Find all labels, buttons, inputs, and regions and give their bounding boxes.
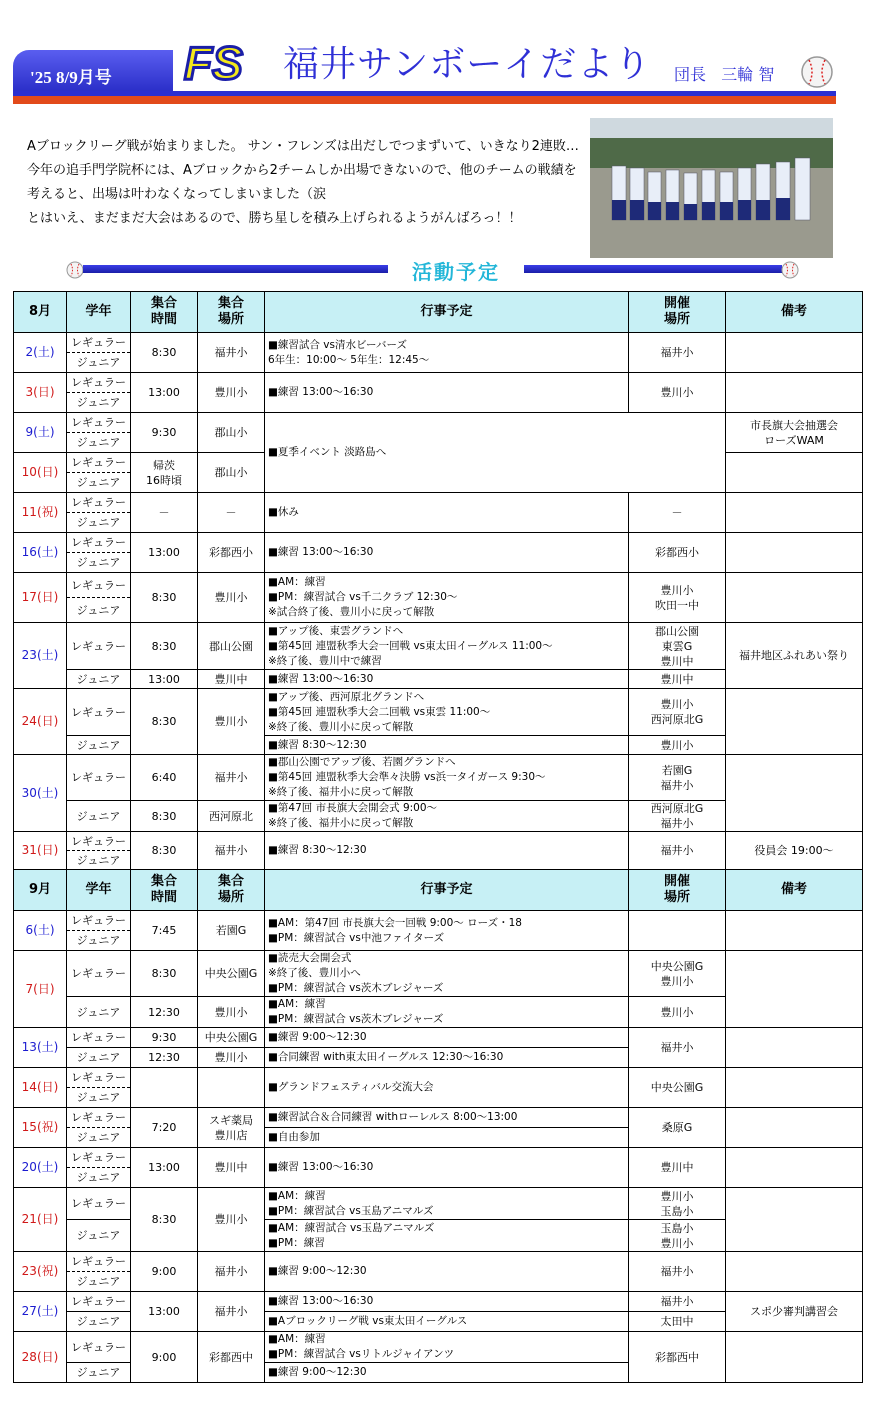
venue-cell: 豊川小	[629, 373, 726, 413]
col-place: 集合 場所	[198, 870, 265, 911]
grade-regular: レギュラー	[67, 689, 131, 736]
venue-cell: 豊川小	[629, 997, 726, 1028]
date-cell: 10(日)	[14, 453, 67, 493]
note-cell	[726, 755, 863, 832]
grade-regular: レギュラー	[67, 533, 131, 553]
grade-junior: ジュニア	[67, 931, 131, 951]
event-cell: ■休み	[265, 493, 629, 533]
place-cell: 豊川小	[198, 373, 265, 413]
note-cell	[726, 373, 863, 413]
grade-regular: レギュラー	[67, 453, 131, 473]
table-row	[14, 689, 863, 736]
place-cell: 豊川中	[198, 670, 265, 689]
date-cell: 23(土)	[14, 623, 67, 689]
table-row	[14, 1148, 863, 1168]
grade-junior: ジュニア	[67, 851, 131, 870]
grade-regular: レギュラー	[67, 623, 131, 670]
intro-line-3: 考えると、出場は叶わなくなってしまいました（涙	[27, 187, 327, 202]
place-cell: 福井小	[198, 755, 265, 801]
note-cell	[726, 1188, 863, 1252]
venue-cell: 彩都西中	[629, 1332, 726, 1383]
team-logo	[182, 35, 244, 87]
venue-cell: 玉島小 豊川小	[629, 1220, 726, 1252]
time-cell: 6:40	[131, 755, 198, 801]
place-cell: 郡山小	[198, 453, 265, 493]
event-cell: ■合同練習 with東太田イーグルス 12:30～16:30	[265, 1048, 629, 1068]
date-cell: 21(日)	[14, 1188, 67, 1252]
venue-cell: 桑原G	[629, 1108, 726, 1148]
venue-cell: 中央公園G	[629, 1068, 726, 1108]
col-note: 備考	[726, 870, 863, 911]
venue-cell: 豊川小 玉島小	[629, 1188, 726, 1220]
event-cell: ■練習 13:00～16:30	[265, 670, 629, 689]
month-label: 9月	[14, 870, 67, 911]
date-cell: 13(土)	[14, 1028, 67, 1068]
venue-cell: 中央公園G 豊川小	[629, 951, 726, 997]
venue-cell: 福井小	[629, 1028, 726, 1068]
grade-regular: レギュラー	[67, 951, 131, 997]
grade-regular: レギュラー	[67, 1332, 131, 1363]
place-cell: 彩都西中	[198, 1332, 265, 1383]
time-cell: －	[131, 493, 198, 533]
event-cell: ■第47回 市長旗大会開会式 9:00～ ※終了後、福井小に戻って解散	[265, 801, 629, 832]
time-cell: 13:00	[131, 1292, 198, 1332]
place-cell: 若園G	[198, 911, 265, 951]
table-row	[14, 533, 863, 553]
date-cell: 27(土)	[14, 1292, 67, 1332]
time-cell: 8:30	[131, 832, 198, 870]
event-cell: ■AM：練習試合 vs玉島アニマルズ ■PM：練習	[265, 1220, 629, 1252]
event-cell: ■夏季イベント 淡路島へ	[265, 413, 726, 493]
note-cell	[726, 1252, 863, 1292]
col-note: 備考	[726, 292, 863, 333]
issue-label: '25 8/9月号	[30, 68, 112, 87]
date-cell: 6(土)	[14, 911, 67, 951]
grade-regular: レギュラー	[67, 1148, 131, 1168]
time-cell: 13:00	[131, 373, 198, 413]
place-cell: 中央公園G	[198, 951, 265, 997]
place-cell: 豊川小	[198, 1048, 265, 1068]
date-cell: 17(日)	[14, 573, 67, 623]
venue-cell: 彩都西小	[629, 533, 726, 573]
header-row-september	[14, 870, 863, 911]
event-cell: ■練習 9:00～12:30	[265, 1363, 629, 1383]
team-photo	[590, 118, 833, 258]
grade-regular: レギュラー	[67, 755, 131, 801]
intro-line-2: 今年の追手門学院杯には、Aブロックから2チームしか出場できないので、他のチームの戦績を	[27, 163, 577, 178]
venue-cell: 豊川小	[629, 736, 726, 755]
time-cell: 13:00	[131, 533, 198, 573]
table-row	[14, 1068, 863, 1088]
place-cell: 郡山小	[198, 413, 265, 453]
place-cell: 郡山公園	[198, 623, 265, 670]
place-cell: 豊川中	[198, 1148, 265, 1188]
note-cell	[726, 493, 863, 533]
note-cell	[726, 533, 863, 573]
table-row	[14, 573, 863, 598]
grade-regular: レギュラー	[67, 1068, 131, 1088]
time-cell: 13:00	[131, 670, 198, 689]
note-cell	[726, 951, 863, 1028]
event-cell: ■練習 13:00～16:30	[265, 1148, 629, 1188]
col-venue: 開催 場所	[629, 870, 726, 911]
note-cell	[726, 911, 863, 951]
col-place: 集合 場所	[198, 292, 265, 333]
table-row	[14, 1108, 863, 1128]
place-cell: 豊川小	[198, 573, 265, 623]
venue-cell: 豊川小 吹田一中	[629, 573, 726, 623]
date-cell: 2(土)	[14, 333, 67, 373]
venue-cell: 福井小	[629, 832, 726, 870]
place-cell: －	[198, 493, 265, 533]
date-cell: 24(日)	[14, 689, 67, 755]
venue-cell: 太田中	[629, 1312, 726, 1332]
venue-cell	[629, 911, 726, 951]
col-time: 集合 時間	[131, 870, 198, 911]
time-cell: 7:20	[131, 1108, 198, 1148]
table-row	[14, 1188, 863, 1220]
leader-name: 三輪 智	[721, 65, 775, 84]
place-cell: 中央公園G	[198, 1028, 265, 1048]
time-cell: 9:30	[131, 413, 198, 453]
note-cell	[726, 1148, 863, 1188]
time-cell: 7:45	[131, 911, 198, 951]
time-cell: 12:30	[131, 997, 198, 1028]
event-cell: ■AM：第47回 市長旗大会一回戦 9:00～ ローズ・18 ■PM：練習試合 vs中池ファイターズ	[265, 911, 629, 951]
table-row	[14, 832, 863, 851]
venue-cell: 福井小	[629, 1252, 726, 1292]
col-event: 行事予定	[265, 870, 629, 911]
date-cell: 30(土)	[14, 755, 67, 832]
table-row	[14, 413, 863, 433]
time-cell: 9:30	[131, 1028, 198, 1048]
date-cell: 15(祝)	[14, 1108, 67, 1148]
time-cell: 12:30	[131, 1048, 198, 1068]
time-cell: 8:30	[131, 689, 198, 755]
note-cell: 福井地区ふれあい祭り	[726, 623, 863, 689]
event-cell: ■AM：練習 ■PM：練習試合 vs千二クラブ 12:30～ ※試合終了後、豊川小に戻って解散	[265, 573, 629, 623]
time-cell	[131, 1068, 198, 1108]
logo-text: FS	[184, 37, 243, 87]
baseball-icon	[66, 261, 84, 279]
table-row	[14, 911, 863, 931]
venue-cell: 福井小	[629, 333, 726, 373]
table-row	[14, 333, 863, 353]
grade-junior: ジュニア	[67, 1088, 131, 1108]
time-cell: 8:30	[131, 573, 198, 623]
newsletter-title: 福井サンボーイだより	[283, 44, 652, 85]
leader-label: 団長	[674, 65, 707, 84]
grade-regular: レギュラー	[67, 373, 131, 393]
note-cell	[726, 1108, 863, 1148]
grade-junior: ジュニア	[67, 393, 131, 413]
note-cell: スポ少審判講習会	[726, 1292, 863, 1332]
table-row	[14, 755, 863, 801]
grade-junior: ジュニア	[67, 1220, 131, 1252]
col-event: 行事予定	[265, 292, 629, 333]
grade-junior: ジュニア	[67, 353, 131, 373]
place-cell: 福井小	[198, 1292, 265, 1332]
place-cell: 福井小	[198, 333, 265, 373]
place-cell: 西河原北	[198, 801, 265, 832]
event-cell: ■グランドフェスティバル交流大会	[265, 1068, 629, 1108]
event-cell: ■練習 9:00～12:30	[265, 1028, 629, 1048]
col-time: 集合 時間	[131, 292, 198, 333]
place-cell: スギ薬局 豊川店	[198, 1108, 265, 1148]
grade-junior: ジュニア	[67, 1363, 131, 1383]
grade-regular: レギュラー	[67, 1292, 131, 1312]
grade-regular: レギュラー	[67, 1028, 131, 1048]
month-label: 8月	[14, 292, 67, 333]
grade-regular: レギュラー	[67, 1188, 131, 1220]
grade-regular: レギュラー	[67, 1108, 131, 1128]
place-cell: 彩都西小	[198, 533, 265, 573]
date-cell: 7(日)	[14, 951, 67, 1028]
event-cell: ■練習 8:30～12:30	[265, 736, 629, 755]
note-cell	[726, 1332, 863, 1383]
grade-junior: ジュニア	[67, 736, 131, 755]
date-cell: 28(日)	[14, 1332, 67, 1383]
place-cell: 豊川小	[198, 689, 265, 755]
note-cell	[726, 453, 863, 493]
grade-regular: レギュラー	[67, 911, 131, 931]
time-cell: 8:30	[131, 801, 198, 832]
date-cell: 14(日)	[14, 1068, 67, 1108]
table-row	[14, 493, 863, 513]
time-cell: 8:30	[131, 623, 198, 670]
grade-regular: レギュラー	[67, 493, 131, 513]
date-cell: 9(土)	[14, 413, 67, 453]
event-cell: ■練習 8:30～12:30	[265, 832, 629, 870]
table-row	[14, 1332, 863, 1363]
event-cell: ■練習 13:00～16:30	[265, 1292, 629, 1312]
table-row	[14, 373, 863, 393]
note-cell	[726, 1068, 863, 1108]
table-row	[14, 951, 863, 997]
event-cell: ■読売大会開会式 ※終了後、豊川小へ ■PM：練習試合 vs茨木ブレジャーズ	[265, 951, 629, 997]
grade-junior: ジュニア	[67, 1168, 131, 1188]
note-cell	[726, 333, 863, 373]
table-row	[14, 1292, 863, 1312]
event-cell: ■練習 13:00～16:30	[265, 373, 629, 413]
col-venue: 開催 場所	[629, 292, 726, 333]
grade-junior: ジュニア	[67, 997, 131, 1028]
note-cell: 役員会 19:00～	[726, 832, 863, 870]
date-cell: 23(祝)	[14, 1252, 67, 1292]
schedule-table	[13, 291, 863, 1383]
event-cell: ■AM：練習 ■PM：練習試合 vs茨木ブレジャーズ	[265, 997, 629, 1028]
col-grade: 学年	[67, 292, 131, 333]
date-cell: 31(日)	[14, 832, 67, 870]
section-title: 活動予定	[412, 260, 500, 284]
table-row	[14, 623, 863, 670]
grade-junior: ジュニア	[67, 1312, 131, 1332]
venue-cell: 豊川小 西河原北G	[629, 689, 726, 736]
event-cell: ■練習 13:00～16:30	[265, 533, 629, 573]
table-row	[14, 1028, 863, 1048]
event-cell: ■自由参加	[265, 1128, 629, 1148]
header-row-august	[14, 292, 863, 333]
place-cell	[198, 1068, 265, 1108]
baseball-icon	[781, 261, 799, 279]
grade-regular: レギュラー	[67, 573, 131, 598]
event-cell: ■AM：練習 ■PM：練習試合 vsリトルジャイアンツ	[265, 1332, 629, 1363]
baseball-icon	[800, 55, 834, 89]
section-bar-right	[524, 265, 782, 273]
venue-cell: 郡山公園 東雲G 豊川中	[629, 623, 726, 670]
date-cell: 11(祝)	[14, 493, 67, 533]
event-cell: ■練習試合＆合同練習 withローレルス 8:00～13:00	[265, 1108, 629, 1128]
venue-cell: －	[629, 493, 726, 533]
venue-cell: 豊川中	[629, 670, 726, 689]
place-cell: 福井小	[198, 832, 265, 870]
note-cell: 市長旗大会抽選会 ローズWAM	[726, 413, 863, 453]
event-cell: ■アップ後、東雲グランドへ ■第45回 連盟秋季大会一回戦 vs東太田イーグルス 11:00～ ※終了後、豊川中で練習	[265, 623, 629, 670]
venue-cell: 福井小	[629, 1292, 726, 1312]
section-bar-left	[83, 265, 388, 273]
grade-junior: ジュニア	[67, 1272, 131, 1292]
grade-regular: レギュラー	[67, 832, 131, 851]
time-cell: 13:00	[131, 1148, 198, 1188]
place-cell: 福井小	[198, 1252, 265, 1292]
place-cell: 豊川小	[198, 1188, 265, 1252]
date-cell: 16(土)	[14, 533, 67, 573]
event-cell: ■AM：練習 ■PM：練習試合 vs玉島アニマルズ	[265, 1188, 629, 1220]
header-rule-red	[13, 96, 836, 104]
grade-junior: ジュニア	[67, 473, 131, 493]
place-cell: 豊川小	[198, 997, 265, 1028]
time-cell: 8:30	[131, 1188, 198, 1252]
date-cell: 20(土)	[14, 1148, 67, 1188]
intro-line-4: とはいえ、まだまだ大会はあるので、勝ち星しを積み上げられるようがんばろっ！！	[27, 211, 522, 226]
event-cell: ■アップ後、西河原北グランドへ ■第45回 連盟秋季大会二回戦 vs東雲 11:00～ ※終了後、豊川小に戻って解散	[265, 689, 629, 736]
grade-regular: レギュラー	[67, 333, 131, 353]
time-cell: 8:30	[131, 951, 198, 997]
time-cell: 8:30	[131, 333, 198, 373]
time-cell: 9:00	[131, 1332, 198, 1383]
event-cell: ■練習 9:00～12:30	[265, 1252, 629, 1292]
note-cell	[726, 1028, 863, 1068]
grade-junior: ジュニア	[67, 553, 131, 573]
intro-line-1: Aブロックリーグ戦が始まりました。 サン・フレンズは出だしでつまずいて、いきなり2連敗…	[27, 139, 579, 154]
event-cell: ■郡山公園でアップ後、若園グランドへ ■第45回 連盟秋季大会準々決勝 vs浜一タイガース 9:30～ ※終了後、福井小に戻って解散	[265, 755, 629, 801]
venue-cell: 豊川中	[629, 1148, 726, 1188]
time-cell: 帰茨 16時頃	[131, 453, 198, 493]
grade-junior: ジュニア	[67, 513, 131, 533]
leader-line	[674, 62, 774, 85]
grade-junior: ジュニア	[67, 1128, 131, 1148]
time-cell: 9:00	[131, 1252, 198, 1292]
venue-cell: 西河原北G 福井小	[629, 801, 726, 832]
event-cell: ■Aブロックリーグ戦 vs東太田イーグルス	[265, 1312, 629, 1332]
table-row	[14, 1252, 863, 1272]
col-grade: 学年	[67, 870, 131, 911]
grade-junior: ジュニア	[67, 1048, 131, 1068]
grade-regular: レギュラー	[67, 1252, 131, 1272]
grade-junior: ジュニア	[67, 670, 131, 689]
grade-junior: ジュニア	[67, 801, 131, 832]
grade-junior: ジュニア	[67, 433, 131, 453]
note-cell	[726, 573, 863, 623]
venue-cell: 若園G 福井小	[629, 755, 726, 801]
note-cell	[726, 689, 863, 755]
event-cell: ■練習試合 vs清水ビーバーズ 6年生：10:00～ 5年生：12:45～	[265, 333, 629, 373]
date-cell: 3(日)	[14, 373, 67, 413]
grade-junior: ジュニア	[67, 598, 131, 623]
grade-regular: レギュラー	[67, 413, 131, 433]
